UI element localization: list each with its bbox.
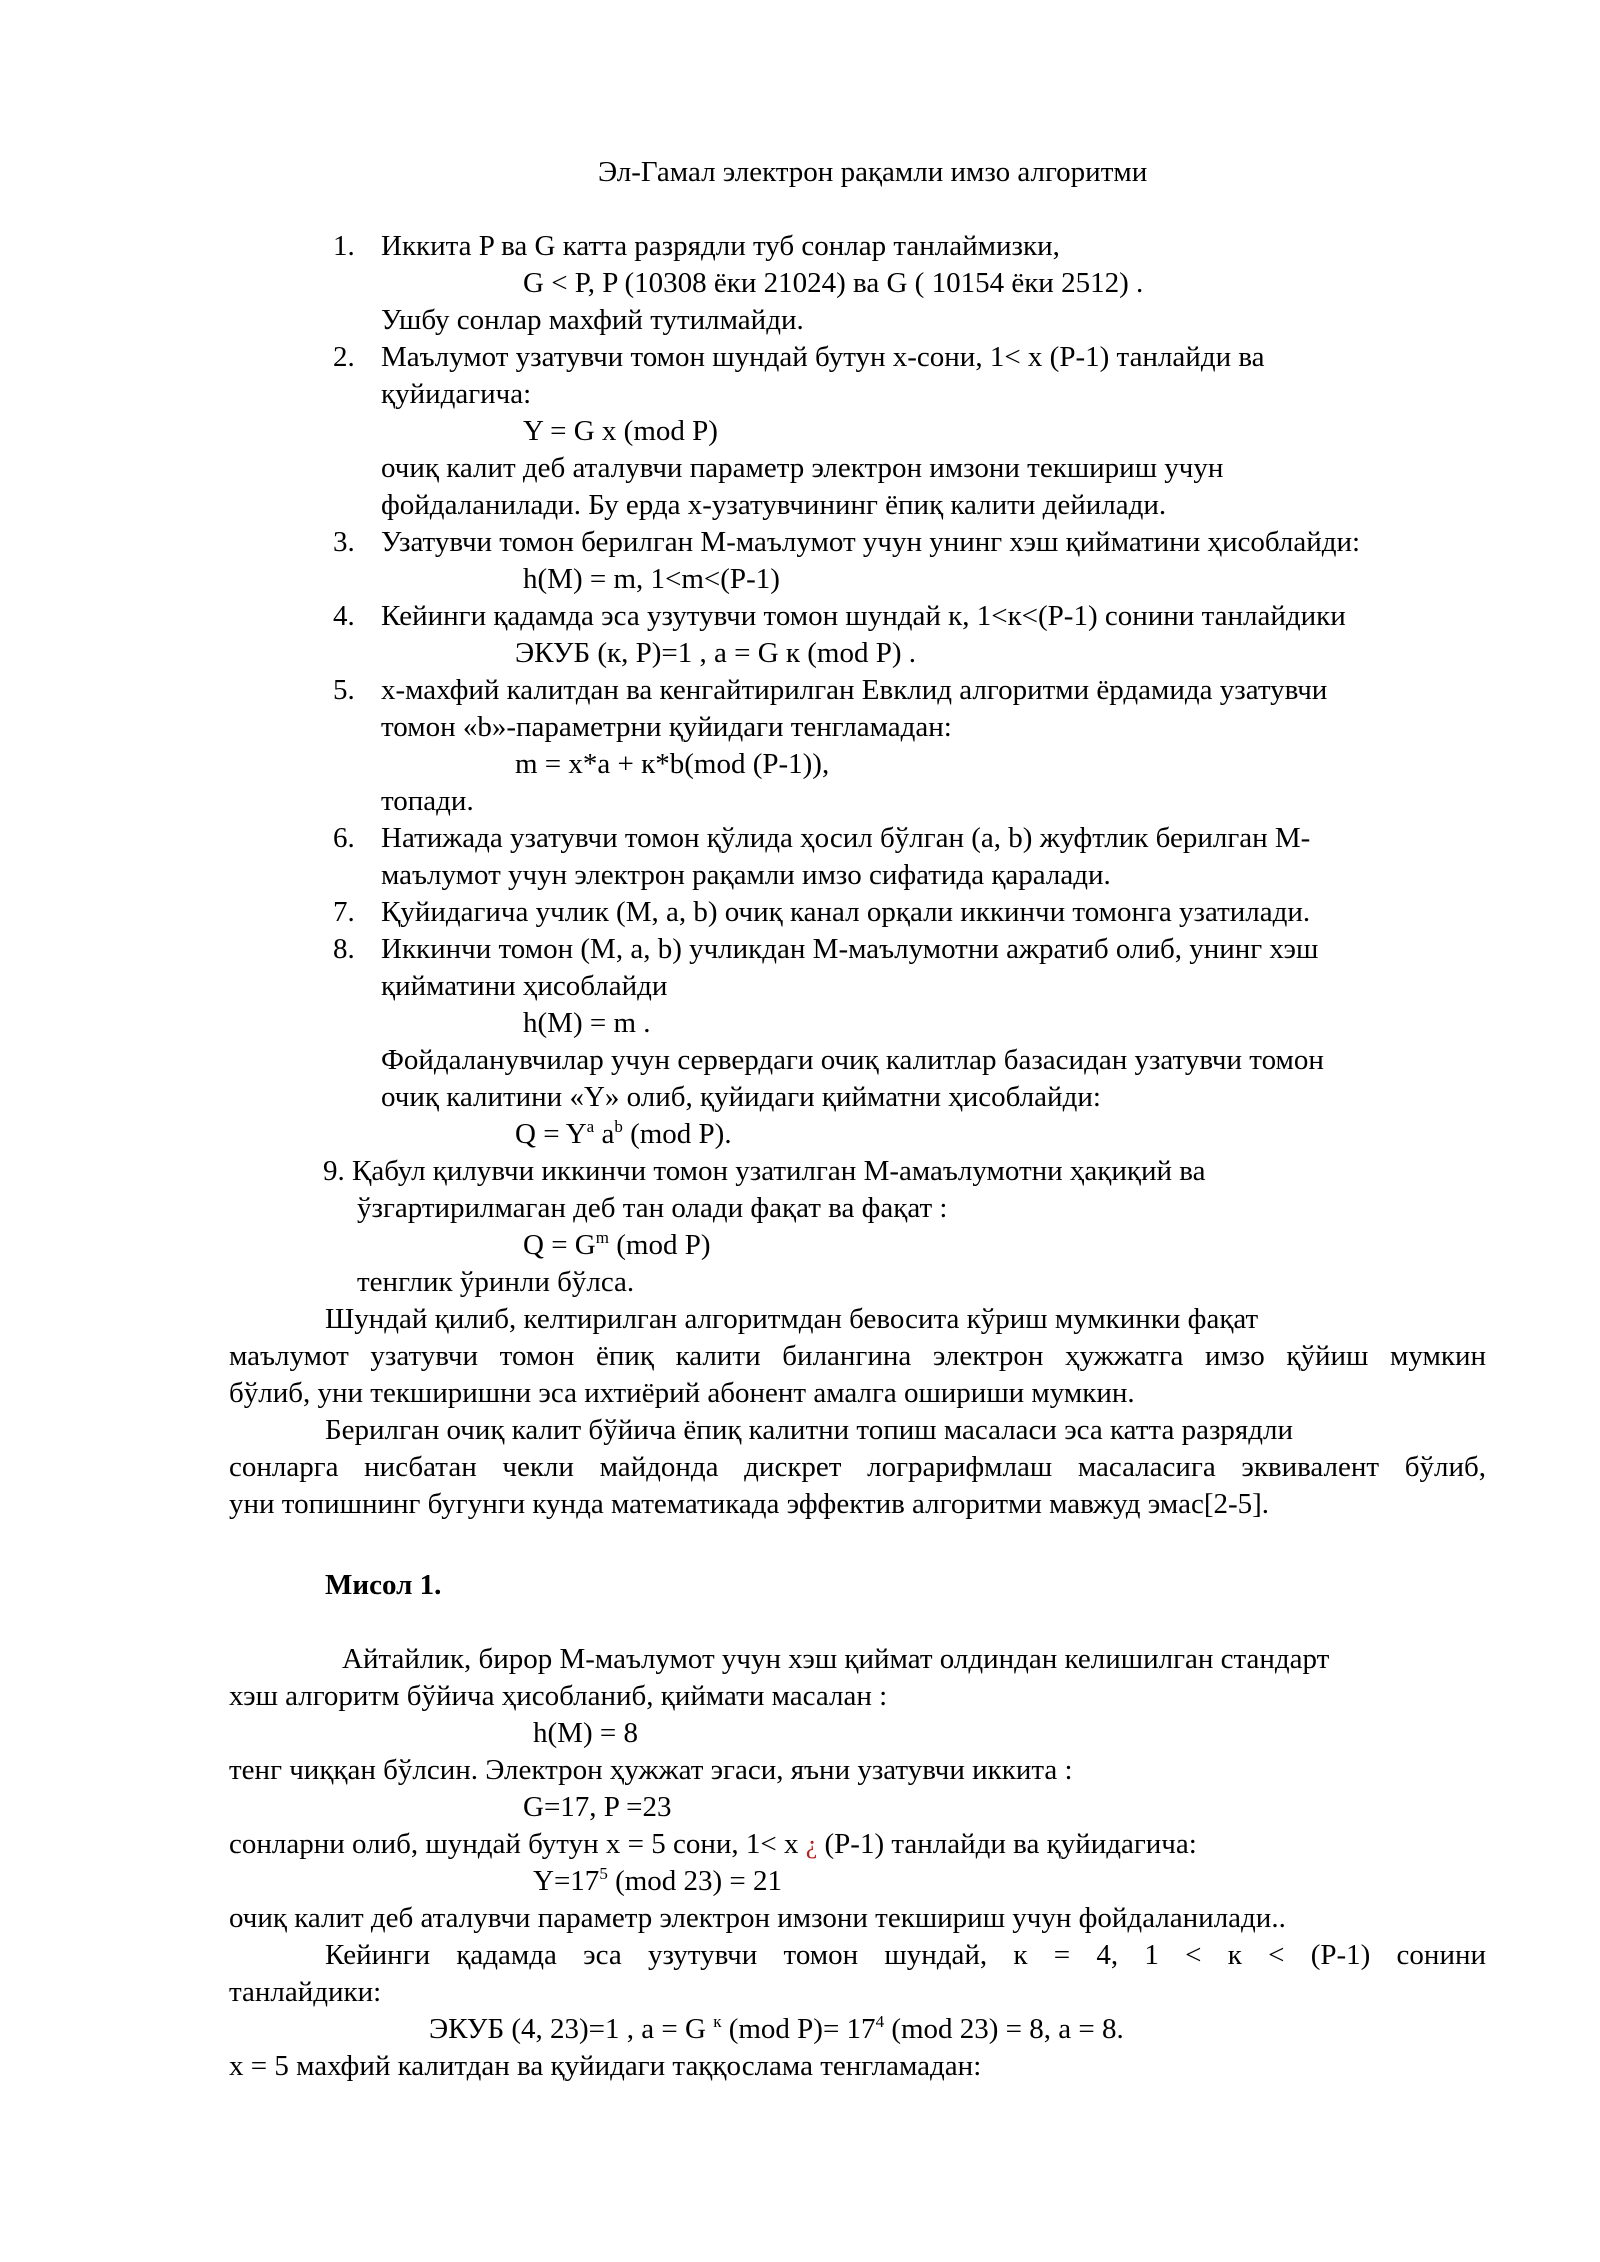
example-line-1: Айтайлик, бирор M-маълумот учун хэш қиймат олдиндан келишилган стандарт xyxy=(342,1643,1330,1675)
example-y-formula: $Y=17^5$ (mod 23) = 21 xyxy=(533,1864,783,1897)
list-number: 4. xyxy=(333,600,355,632)
step-5-formula: m = x*a + к*b(mod (P-1)), xyxy=(515,748,830,780)
step-8-line-2: қийматини ҳисоблайди xyxy=(381,970,668,1002)
list-number: 6. xyxy=(333,822,355,854)
example-line-4: тенг чиққан бўлсин. Электрон ҳужжат эгаси, яъни узатувчи иккита : xyxy=(229,1754,1073,1786)
step-3-formula: h(M) = m, 1<m<(P-1) xyxy=(523,563,780,595)
step-5-line-4: топади. xyxy=(381,785,474,817)
page-title: Эл-Гамал электрон рақамли имзо алгоритми xyxy=(598,156,1148,188)
step-2-line-1: Маълумот узатувчи томон шундай бутун x-сони, 1< x (P-1) танлайди ва xyxy=(381,341,1265,373)
step-1-line-1: Иккита P ва G катта разрядли туб сонлар танлаймизки, xyxy=(381,230,1060,262)
step-8-line-5: очиқ калитини «Y» олиб, қуйидаги қийматни ҳисоблайди: xyxy=(381,1081,1101,1113)
example-gp-values: G=17, P =23 xyxy=(523,1791,672,1823)
step-9-line-1: 9. Қабул қилувчи иккинчи томон узатилган M-амаълумотни ҳақиқий ва xyxy=(323,1155,1206,1187)
step-9-line-2: ўзгартирилмаган деб тан олади фақат ва фақат : xyxy=(357,1192,948,1224)
example-heading: Мисол 1. xyxy=(325,1569,442,1601)
step-9-formula: $Q = G^m$ (mod P) xyxy=(523,1228,711,1261)
list-number: 5. xyxy=(333,674,355,706)
example-line-9: Кейинги қадамда эса узутувчи томон шундай, к = 4, 1 < к < (P-1) сонини xyxy=(325,1939,1486,1971)
step-3-line-1: Узатувчи томон берилган M-маълумот учун унинг хэш қийматини ҳисоблайди: xyxy=(381,526,1361,558)
step-2-formula: Y = G x (mod P) xyxy=(523,415,718,447)
list-number: 8. xyxy=(333,933,355,965)
example-line-2: хэш алгоритм бўйича ҳисобланиб, қиймати масалан : xyxy=(229,1680,888,1712)
example-line-12: x = 5 махфий калитдан ва қуйидаги таққослама тенгламадан: xyxy=(229,2050,982,2082)
step-8-line-1: Иккинчи томон (M, a, b) учликдан M-маълумотни ажратиб олиб, унинг хэш xyxy=(381,933,1319,965)
example-line-8: очиқ калит деб аталувчи параметр электрон имзони текшириш учун фойдаланилади.. xyxy=(229,1902,1286,1934)
step-7-line-1: Қуйидагича учлик (M, a, b) очиқ канал орқали иккинчи томонга узатилади. xyxy=(381,896,1311,928)
para-2-line-2: сонларга нисбатан чекли майдонда дискрет лограрифмлаш масаласига эквивалент бўлиб, xyxy=(229,1451,1486,1483)
para-1-line-2: маълумот узатувчи томон ёпиқ калити билангина электрон ҳужжатга имзо қўйиш мумкин xyxy=(229,1340,1486,1372)
para-1-line-3: бўлиб, уни текширишни эса ихтиёрий абонент амалга ошириши мумкин. xyxy=(229,1377,1135,1409)
example-line-10: танлайдики: xyxy=(229,1976,382,2008)
para-2-line-1: Берилган очиқ калит бўйича ёпиқ калитни топиш масаласи эса катта разрядли xyxy=(325,1414,1293,1446)
step-2-line-5: фойдаланилади. Бу ерда x-узатувчининг ёпиқ калити дейилади. xyxy=(381,489,1167,521)
step-2-line-2: қуйидагича: xyxy=(381,378,532,410)
step-4-formula: ЭКУБ (к, P)=1 , a = G к (mod P) . xyxy=(515,637,916,669)
step-8-q-formula: $Q = Y^a$ $a^b$ (mod P). xyxy=(515,1117,732,1150)
para-2-line-3: уни топишнинг бугунги кунда математикада эффектив алгоритми мавжуд эмас[2-5]. xyxy=(229,1488,1270,1520)
list-number: 3. xyxy=(333,526,355,558)
step-6-line-1: Натижада узатувчи томон қўлида ҳосил бўлган (a, b) жуфтлик берилган M- xyxy=(381,822,1311,854)
para-1-line-1: Шундай қилиб, келтирилган алгоритмдан бевосита кўриш мумкинки фақат xyxy=(325,1303,1259,1335)
list-number: 2. xyxy=(333,341,355,373)
replacement-glyph: ¿ xyxy=(805,1830,818,1859)
step-1-line-2: G < P, P (10308 ёки 21024) ва G ( 10154 ёки 2512) . xyxy=(523,267,1144,299)
step-4-line-1: Кейинги қадамда эса узутувчи томон шундай к, 1<к<(P-1) сонини танлайдики xyxy=(381,600,1346,632)
step-6-line-2: маълумот учун электрон рақамли имзо сифатида қаралади. xyxy=(381,859,1111,891)
list-number: 1. xyxy=(333,230,355,262)
step-1-line-3: Ушбу сонлар махфий тутилмайди. xyxy=(381,304,804,336)
step-5-line-2: томон «b»-параметрни қуйидаги тенгламадан: xyxy=(381,711,952,743)
example-line-6: сонларни олиб, шундай бутун x = 5 сони, 1< x ¿ (P-1) танлайди ва қуйидагича: xyxy=(229,1828,1197,1860)
step-9-line-4: тенглик ўринли бўлса. xyxy=(357,1266,635,1298)
step-8-formula: h(M) = m . xyxy=(523,1007,651,1039)
example-gcd-formula: ЭКУБ (4, 23)=1 , a = G $^к$ (mod $P)= 17^4$ (mod 23) = 8, a = 8. xyxy=(429,2012,1124,2045)
step-2-line-4: очиқ калит деб аталувчи параметр электрон имзони текшириш учун xyxy=(381,452,1224,484)
example-hash-formula: h(M) = 8 xyxy=(533,1717,638,1749)
step-5-line-1: x-махфий калитдан ва кенгайтирилган Евклид алгоритми ёрдамида узатувчи xyxy=(381,674,1328,706)
list-number: 7. xyxy=(333,896,355,928)
step-8-line-4: Фойдаланувчилар учун сервердаги очиқ калитлар базасидан узатувчи томон xyxy=(381,1044,1324,1076)
